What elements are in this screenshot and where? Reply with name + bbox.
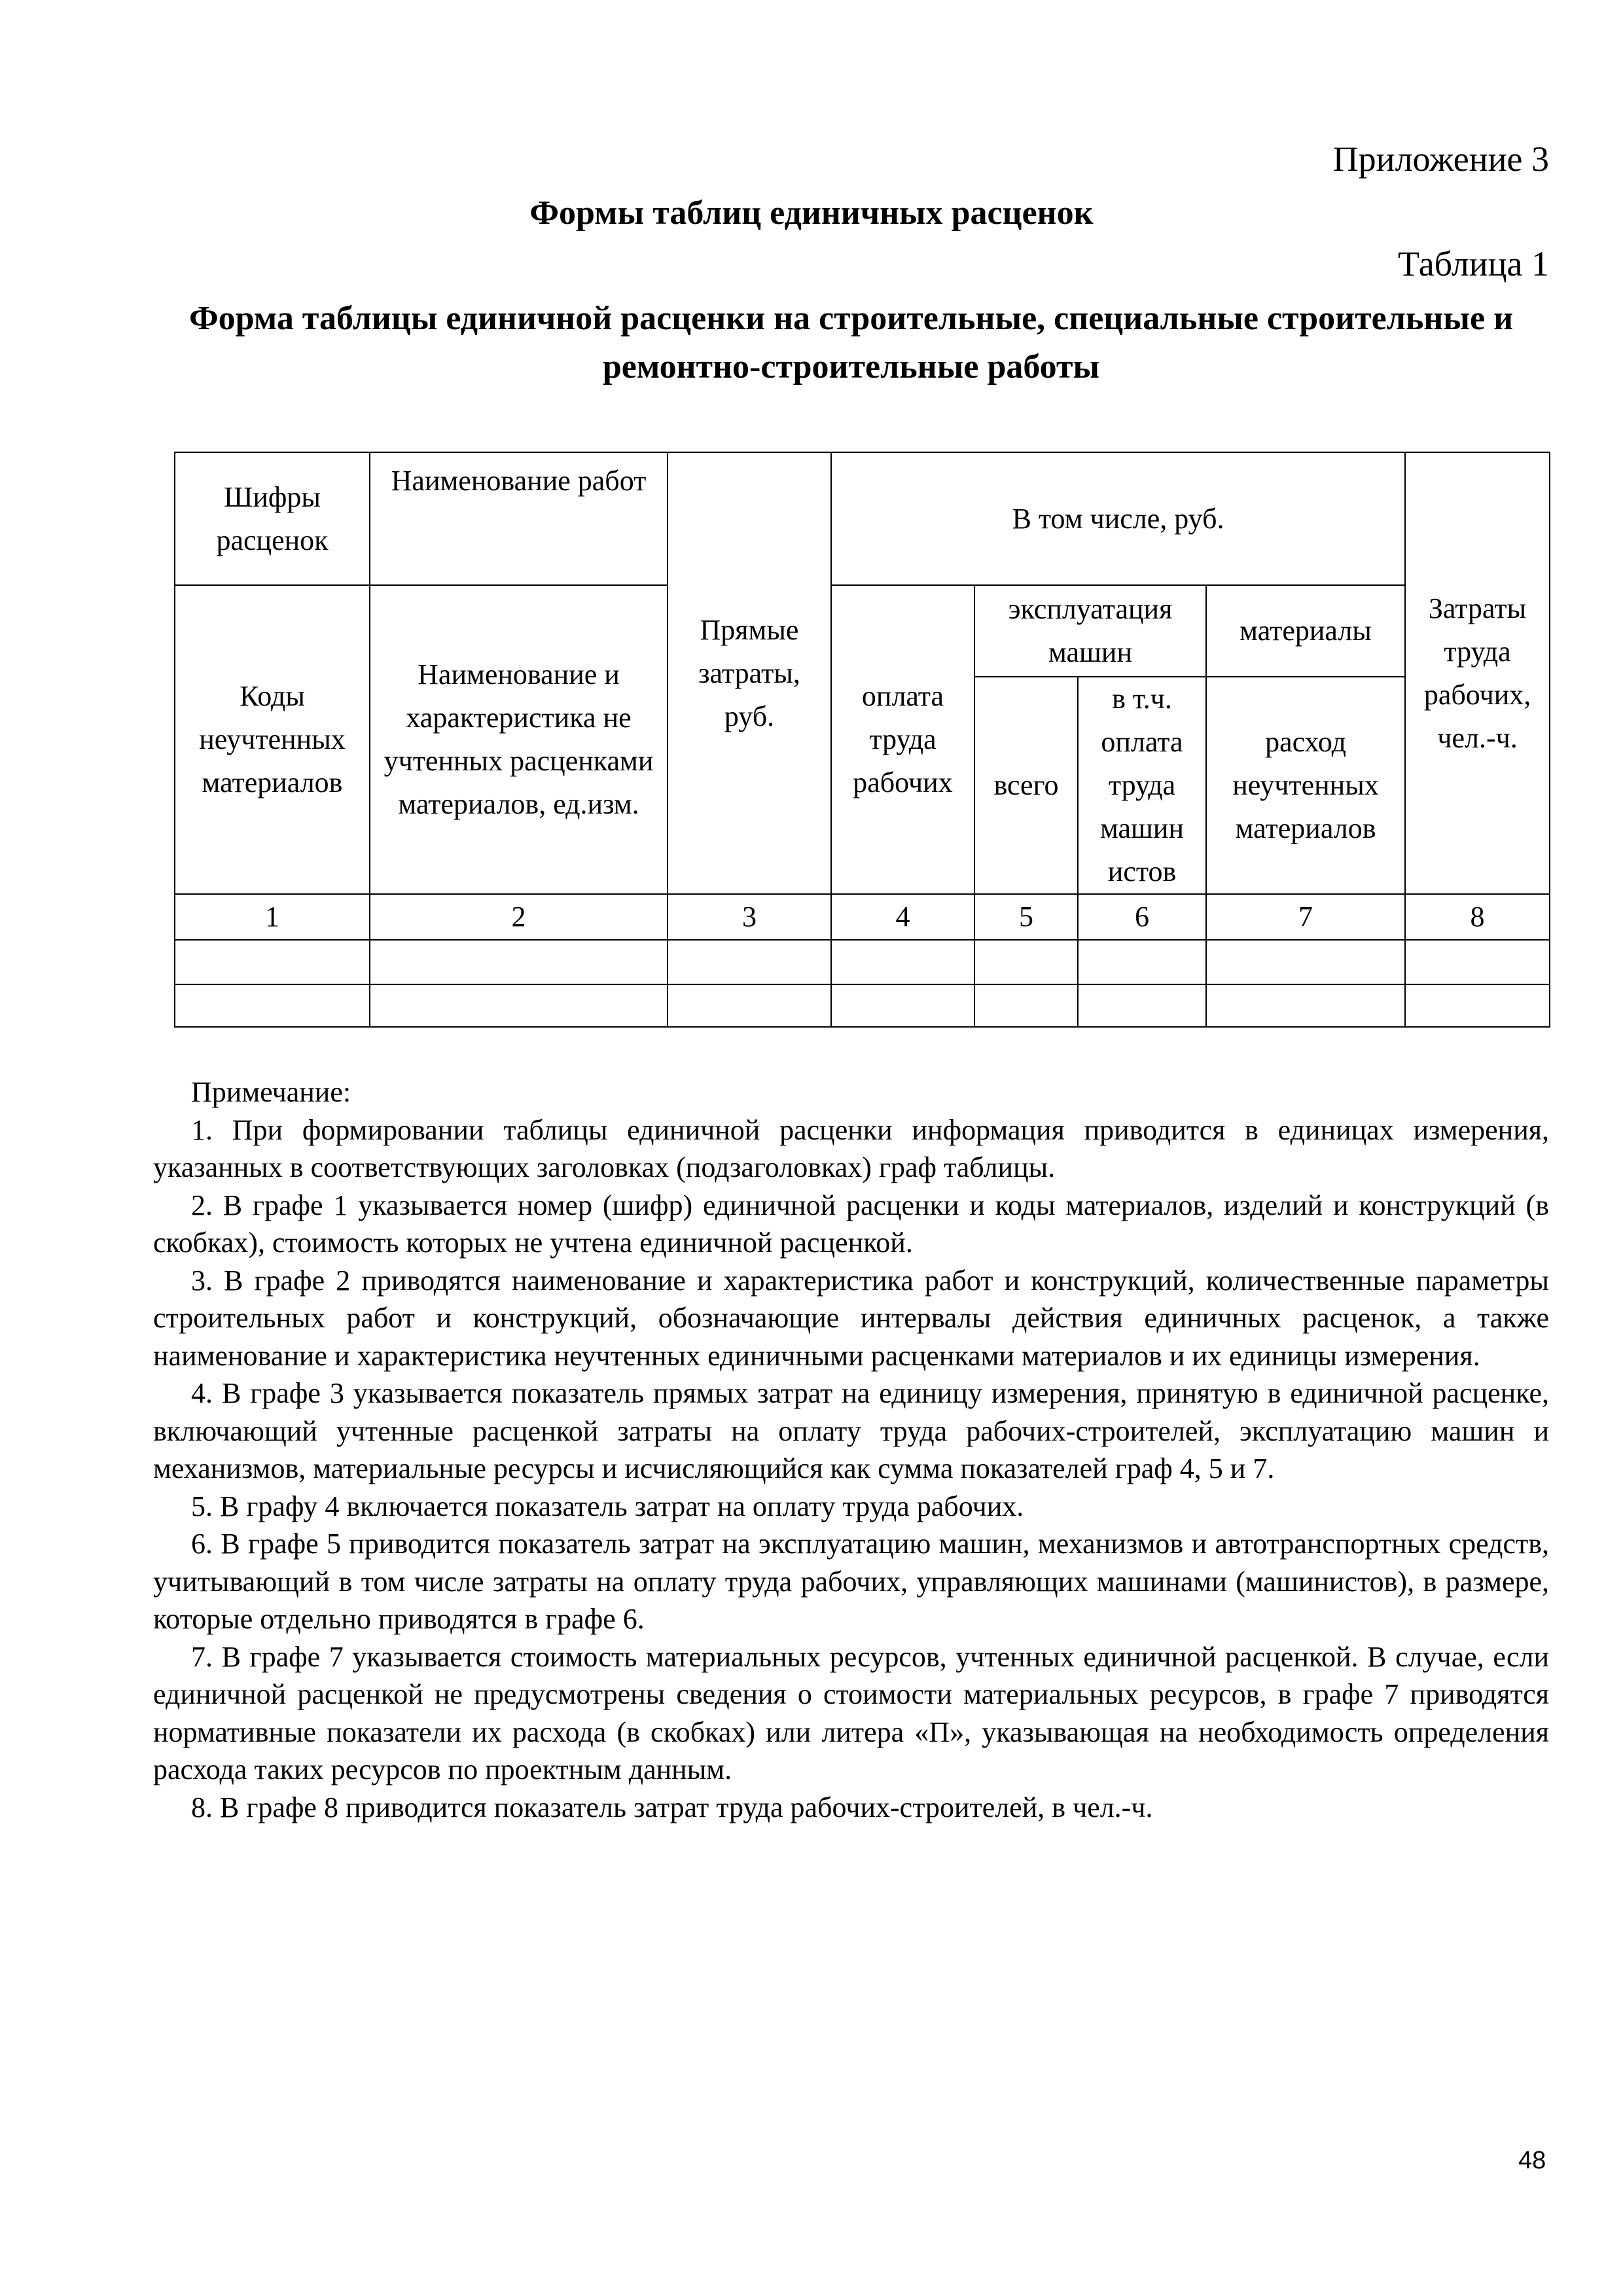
empty-cell bbox=[175, 984, 370, 1027]
column-number: 3 bbox=[668, 894, 831, 940]
empty-cell bbox=[974, 940, 1078, 984]
header-material-codes: Коды неучтенных материалов bbox=[175, 585, 370, 894]
empty-cell bbox=[831, 984, 974, 1027]
note-item: 1. При формировании таблицы единичной расценки информация приводится в единицах измерения, указанных в соответствующих заголовках (подзаголовках) граф таблицы. bbox=[153, 1113, 1549, 1183]
empty-row bbox=[175, 984, 1550, 1027]
empty-cell bbox=[668, 984, 831, 1027]
empty-cell bbox=[668, 940, 831, 984]
table-title: Форма таблицы единичной расценки на строительные, специальные строительные и ремонтно-строительные работы bbox=[188, 300, 1514, 386]
header-codes: Шифры расценок bbox=[175, 452, 370, 585]
table-label: Таблица 1 bbox=[1398, 244, 1549, 283]
header-materials: материалы bbox=[1206, 585, 1405, 677]
empty-cell bbox=[1405, 940, 1550, 984]
note-item: 2. В графе 1 указывается номер (шифр) единичной расценки и коды материалов, изделий и конструкций (в скобках), стоимость которых не учтена единичной расценкой. bbox=[153, 1189, 1549, 1259]
note-item: 6. В графе 5 приводится показатель затрат на эксплуатацию машин, механизмов и автотранспортных средств, учитывающий в том числе затраты на оплату труда рабочих, управляющих машинами (машинистов), в размере, которые отдельно приводятся в графе 6. bbox=[153, 1528, 1549, 1635]
note-item: 8. В графе 8 приводится показатель затрат труда рабочих-строителей, в чел.-ч. bbox=[191, 1791, 1153, 1823]
page-title: Формы таблиц единичных расценок bbox=[529, 194, 1094, 232]
empty-cell bbox=[1206, 984, 1405, 1027]
empty-cell bbox=[370, 940, 668, 984]
page-number: 48 bbox=[1518, 2147, 1546, 2174]
header-wages: оплата труда рабочих bbox=[831, 585, 974, 894]
empty-cell bbox=[1206, 940, 1405, 984]
header-including: В том числе, руб. bbox=[831, 452, 1405, 585]
column-number: 7 bbox=[1206, 894, 1405, 940]
notes-header: Примечание: bbox=[191, 1076, 351, 1108]
header-machines: эксплуатация машин bbox=[974, 585, 1206, 677]
column-number: 1 bbox=[175, 894, 370, 940]
appendix-label: Приложение 3 bbox=[1332, 139, 1549, 179]
notes-section bbox=[153, 1073, 1549, 1826]
header-consumption: расход неучтенных материалов bbox=[1206, 677, 1405, 894]
empty-cell bbox=[1078, 984, 1206, 1027]
header-labor-cost: Затраты труда рабочих, чел.-ч. bbox=[1405, 452, 1550, 894]
note-item: 7. В графе 7 указывается стоимость материальных ресурсов, учтенных единичной расценкой. В случае, если единичной расценкой не предусмотрены сведения о стоимости материальных ресурсов, в графе 7 приводятся нормативные показатели их расхода (в скобках) или литера «П», указывающая на необходимость определения расхода таких ресурсов по проектным данным. bbox=[153, 1640, 1549, 1785]
header-operator-wages: в т.ч. оплата труда машин истов bbox=[1078, 677, 1206, 894]
column-number: 5 bbox=[974, 894, 1078, 940]
header-material-name: Наименование и характеристика не учтенных расценками материалов, ед.изм. bbox=[370, 585, 668, 894]
empty-cell bbox=[831, 940, 974, 984]
header-direct-costs: Прямые затраты, руб. bbox=[668, 452, 831, 894]
header-total: всего bbox=[974, 677, 1078, 894]
rate-form-table bbox=[174, 452, 1550, 1028]
empty-cell bbox=[1078, 940, 1206, 984]
empty-cell bbox=[175, 940, 370, 984]
column-number-row bbox=[175, 894, 1550, 940]
empty-cell bbox=[370, 984, 668, 1027]
empty-cell bbox=[1405, 984, 1550, 1027]
note-item: 5. В графу 4 включается показатель затрат на оплату труда рабочих. bbox=[191, 1490, 1024, 1522]
header-work-name: Наименование работ bbox=[370, 452, 668, 585]
note-item: 4. В графе 3 указывается показатель прямых затрат на единицу измерения, принятую в единичной расценке, включающий учтенные расценкой затраты на оплату труда рабочих-строителей, эксплуатацию машин и механизмов, материальные ресурсы и исчисляющийся как сумма показателей граф 4, 5 и 7. bbox=[153, 1377, 1549, 1484]
column-number: 8 bbox=[1405, 894, 1550, 940]
column-number: 4 bbox=[831, 894, 974, 940]
column-number: 2 bbox=[370, 894, 668, 940]
empty-row bbox=[175, 940, 1550, 984]
empty-cell bbox=[974, 984, 1078, 1027]
column-number: 6 bbox=[1078, 894, 1206, 940]
note-item: 3. В графе 2 приводятся наименование и характеристика работ и конструкций, количественные параметры строительных работ и конструкций, обозначающие интервалы действия единичных расценок, а также наименование и характеристика неучтенных единичными расценками материалов и их единицы измерения. bbox=[153, 1264, 1549, 1372]
